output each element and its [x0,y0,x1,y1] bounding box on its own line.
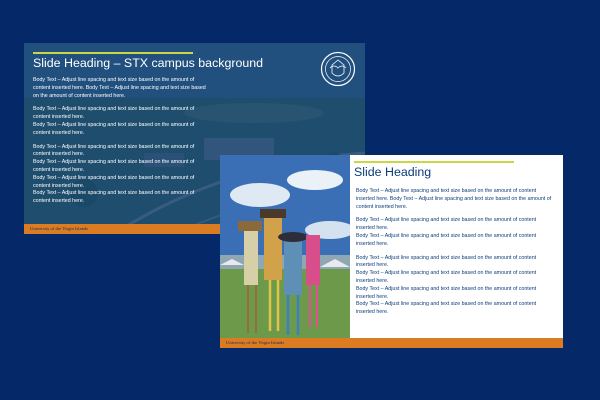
body-paragraph: Body Text – Adjust line spacing and text size based on the amount of content inserted here. [33,121,195,136]
slide-body-text [356,188,554,317]
body-paragraph: Body Text – Adjust line spacing and text size based on the amount of content inserted here. [356,232,537,247]
slide-body-text [33,77,211,206]
body-paragraph: Body Text – Adjust line spacing and text size based on the amount of content inserted here. [356,285,537,300]
body-paragraph: Body Text – Adjust line spacing and text size based on the amount of content inserted here. [356,270,537,284]
slide-heading: Slide Heading – STX campus background [33,56,264,70]
body-paragraph: Body Text – Adjust line spacing and text size based on the amount of content inserted here. Body Text – Adjust line spacing and text size based on the amount of content inserted here. [33,77,206,99]
slide-heading: Slide Heading [354,165,432,179]
body-paragraph: Body Text – Adjust line spacing and text size based on the amount of content inserted here. [356,301,537,316]
heading-accent-rule [354,161,514,163]
heading-accent-rule [33,52,193,54]
body-paragraph: Body Text – Adjust line spacing and text size based on the amount of content inserted here. [33,143,195,158]
body-paragraph: Body Text – Adjust line spacing and text size based on the amount of content inserted here. [33,159,195,173]
body-paragraph: Body Text – Adjust line spacing and text size based on the amount of content inserted here. [356,217,537,232]
body-paragraph: Body Text – Adjust line spacing and text size based on the amount of content inserted here. [33,106,195,121]
body-paragraph: Body Text – Adjust line spacing and text size based on the amount of content inserted here. [33,174,195,189]
footer-bar [220,338,563,348]
moko-jumbie-photo [220,155,350,338]
university-seal-icon [320,51,356,87]
uvi-logo-icon: University of the Virgin Islands [30,226,88,231]
slide-thumbnail-photo[interactable] [220,155,563,348]
body-paragraph: Body Text – Adjust line spacing and text size based on the amount of content inserted here. [33,190,195,205]
uvi-logo-icon: University of the Virgin Islands [226,340,284,345]
body-paragraph: Body Text – Adjust line spacing and text size based on the amount of content inserted here. [356,254,537,269]
body-paragraph: Body Text – Adjust line spacing and text size based on the amount of content inserted here. Body Text – Adjust line spacing and text size based on the amount of content inserted here. [356,188,552,210]
